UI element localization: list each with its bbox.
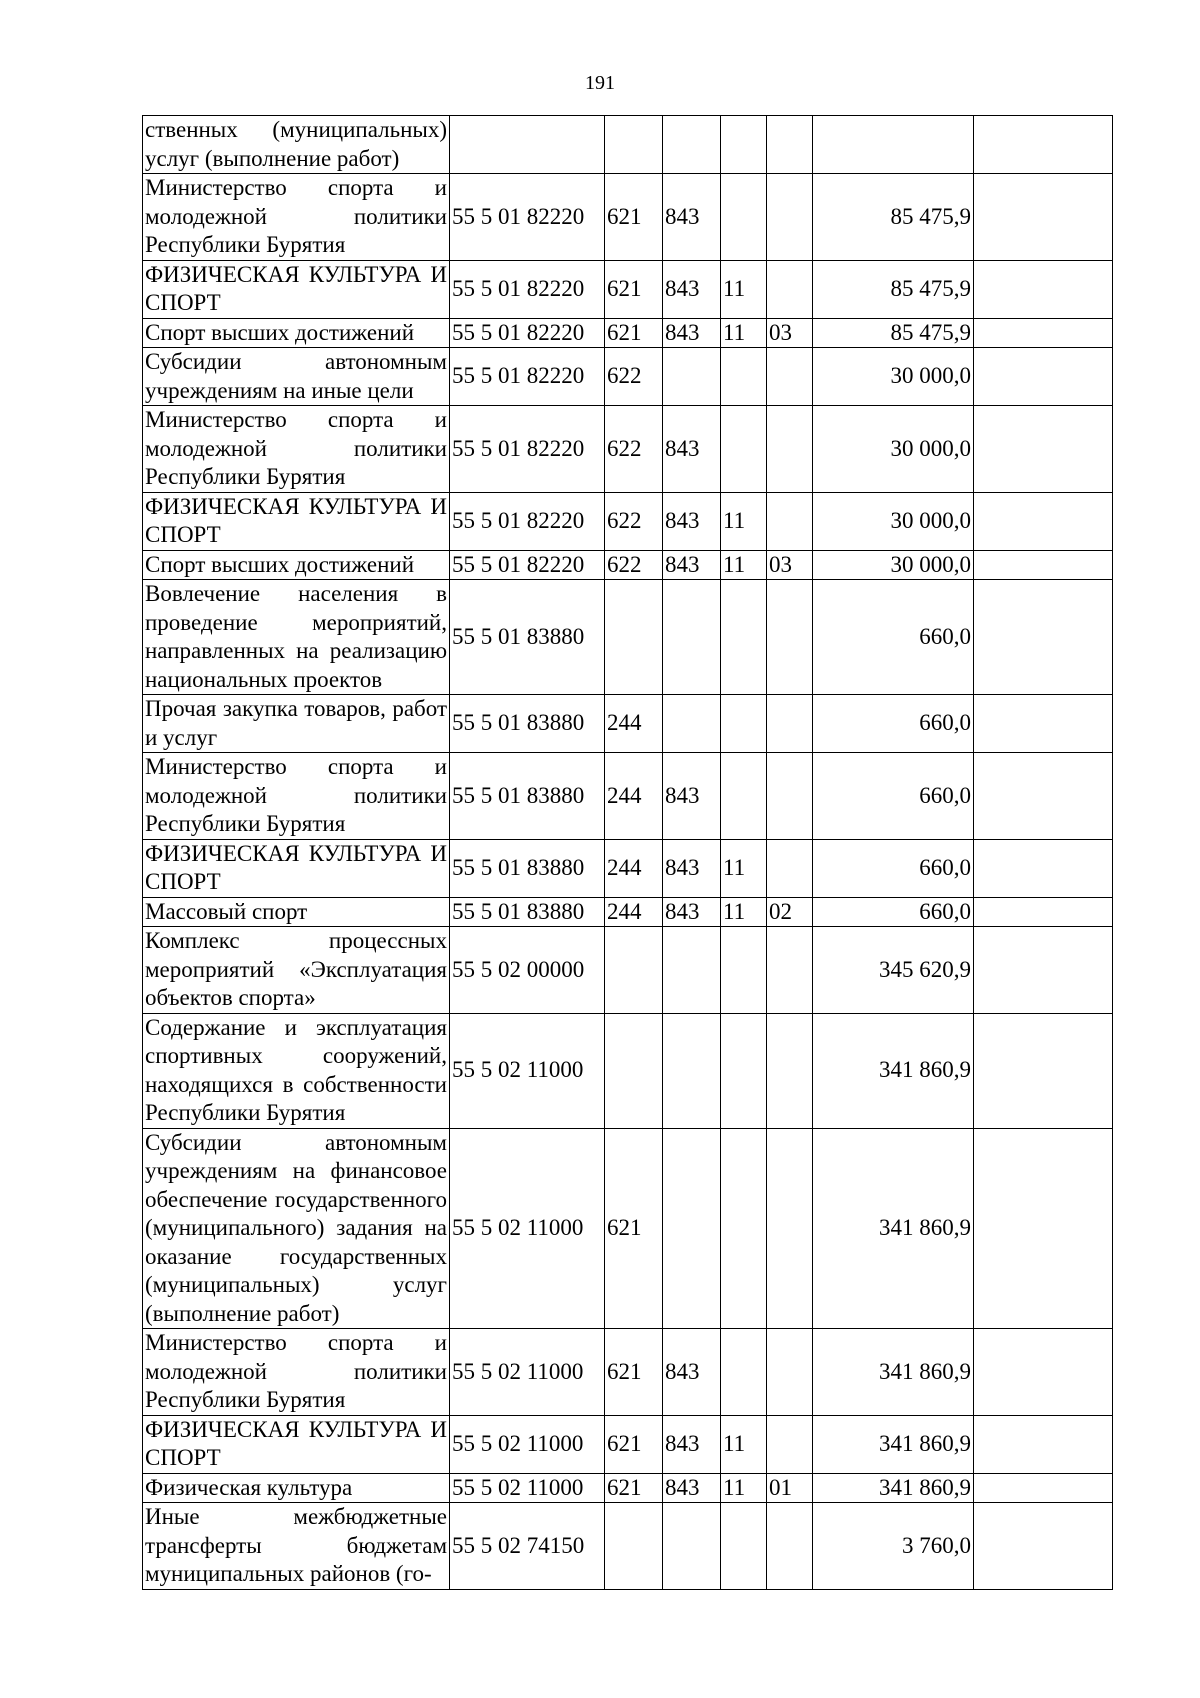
empty-column-cell xyxy=(974,1503,1113,1590)
expense-type-cell: 621 xyxy=(605,1415,663,1473)
ministry-code-cell xyxy=(663,927,721,1014)
row-name-cell: Субсидии автономным учреждениям на финансовое обеспечение государственного (муниципального) задания на оказание государственных (муниципальных) услуг (выполнение работ) xyxy=(143,1128,450,1329)
expense-type-cell: 621 xyxy=(605,1473,663,1503)
empty-column-cell xyxy=(974,1329,1113,1416)
section-code-cell xyxy=(721,348,767,406)
amount-cell: 341 860,9 xyxy=(813,1329,974,1416)
section-code-cell xyxy=(721,116,767,174)
section-code-cell xyxy=(721,1128,767,1329)
empty-column-cell xyxy=(974,1013,1113,1128)
table-row xyxy=(143,580,1113,695)
empty-column-cell xyxy=(974,174,1113,261)
table-row xyxy=(143,116,1113,174)
target-article-code-cell: 55 5 02 11000 xyxy=(450,1473,605,1503)
amount-cell: 341 860,9 xyxy=(813,1128,974,1329)
ministry-code-cell: 843 xyxy=(663,406,721,493)
target-article-code-cell: 55 5 02 11000 xyxy=(450,1013,605,1128)
table-row xyxy=(143,927,1113,1014)
amount-cell: 341 860,9 xyxy=(813,1013,974,1128)
row-name-cell: Министерство спорта и молодежной политики Республики Бурятия xyxy=(143,406,450,493)
expense-type-cell: 622 xyxy=(605,550,663,580)
page-number: 191 xyxy=(585,72,615,94)
row-name-cell: ФИЗИЧЕСКАЯ КУЛЬТУРА И СПОРТ xyxy=(143,1415,450,1473)
row-name-cell: Физическая культура xyxy=(143,1473,450,1503)
section-code-cell: 11 xyxy=(721,550,767,580)
section-code-cell xyxy=(721,927,767,1014)
section-code-cell: 11 xyxy=(721,260,767,318)
amount-cell: 30 000,0 xyxy=(813,348,974,406)
target-article-code-cell xyxy=(450,116,605,174)
budget-table xyxy=(142,115,1113,1590)
ministry-code-cell: 843 xyxy=(663,260,721,318)
ministry-code-cell xyxy=(663,695,721,753)
amount-cell: 660,0 xyxy=(813,580,974,695)
table-row xyxy=(143,1473,1113,1503)
amount-cell: 85 475,9 xyxy=(813,260,974,318)
subsection-code-cell xyxy=(767,1329,813,1416)
empty-column-cell xyxy=(974,406,1113,493)
row-name-cell: ственных (муниципальных) услуг (выполнение работ) xyxy=(143,116,450,174)
subsection-code-cell xyxy=(767,406,813,493)
table-row xyxy=(143,1128,1113,1329)
empty-column-cell xyxy=(974,1415,1113,1473)
row-name-cell: Субсидии автономным учреждениям на иные цели xyxy=(143,348,450,406)
target-article-code-cell: 55 5 01 82220 xyxy=(450,260,605,318)
section-code-cell xyxy=(721,1503,767,1590)
amount-cell: 341 860,9 xyxy=(813,1473,974,1503)
target-article-code-cell: 55 5 02 11000 xyxy=(450,1329,605,1416)
subsection-code-cell: 01 xyxy=(767,1473,813,1503)
empty-column-cell xyxy=(974,348,1113,406)
ministry-code-cell: 843 xyxy=(663,839,721,897)
subsection-code-cell xyxy=(767,695,813,753)
subsection-code-cell: 03 xyxy=(767,318,813,348)
ministry-code-cell xyxy=(663,1013,721,1128)
target-article-code-cell: 55 5 01 82220 xyxy=(450,174,605,261)
target-article-code-cell: 55 5 01 83880 xyxy=(450,839,605,897)
section-code-cell xyxy=(721,1013,767,1128)
ministry-code-cell xyxy=(663,1128,721,1329)
ministry-code-cell: 843 xyxy=(663,174,721,261)
row-name-cell: Министерство спорта и молодежной политики Республики Бурятия xyxy=(143,174,450,261)
subsection-code-cell xyxy=(767,492,813,550)
expense-type-cell: 244 xyxy=(605,695,663,753)
target-article-code-cell: 55 5 01 82220 xyxy=(450,550,605,580)
target-article-code-cell: 55 5 01 82220 xyxy=(450,348,605,406)
subsection-code-cell: 02 xyxy=(767,897,813,927)
target-article-code-cell: 55 5 02 11000 xyxy=(450,1415,605,1473)
row-name-cell: Прочая закупка товаров, работ и услуг xyxy=(143,695,450,753)
target-article-code-cell: 55 5 01 83880 xyxy=(450,753,605,840)
row-name-cell: Вовлечение населения в проведение мероприятий, направленных на реализацию национальных проектов xyxy=(143,580,450,695)
section-code-cell xyxy=(721,1329,767,1416)
target-article-code-cell: 55 5 02 11000 xyxy=(450,1128,605,1329)
ministry-code-cell: 843 xyxy=(663,492,721,550)
section-code-cell xyxy=(721,695,767,753)
subsection-code-cell xyxy=(767,1503,813,1590)
section-code-cell xyxy=(721,580,767,695)
subsection-code-cell xyxy=(767,116,813,174)
row-name-cell: Министерство спорта и молодежной политики Республики Бурятия xyxy=(143,1329,450,1416)
expense-type-cell: 622 xyxy=(605,348,663,406)
amount-cell: 660,0 xyxy=(813,839,974,897)
subsection-code-cell xyxy=(767,174,813,261)
expense-type-cell: 621 xyxy=(605,1128,663,1329)
table-row xyxy=(143,260,1113,318)
ministry-code-cell: 843 xyxy=(663,318,721,348)
target-article-code-cell: 55 5 01 83880 xyxy=(450,695,605,753)
empty-column-cell xyxy=(974,695,1113,753)
amount-cell: 341 860,9 xyxy=(813,1415,974,1473)
amount-cell: 3 760,0 xyxy=(813,1503,974,1590)
amount-cell: 30 000,0 xyxy=(813,550,974,580)
subsection-code-cell xyxy=(767,260,813,318)
subsection-code-cell xyxy=(767,1415,813,1473)
expense-type-cell: 622 xyxy=(605,492,663,550)
empty-column-cell xyxy=(974,492,1113,550)
expense-type-cell: 244 xyxy=(605,839,663,897)
empty-column-cell xyxy=(974,1128,1113,1329)
empty-column-cell xyxy=(974,1473,1113,1503)
empty-column-cell xyxy=(974,550,1113,580)
amount-cell: 85 475,9 xyxy=(813,174,974,261)
row-name-cell: Иные межбюджетные трансферты бюджетам муниципальных районов (го- xyxy=(143,1503,450,1590)
expense-type-cell xyxy=(605,1013,663,1128)
table-row xyxy=(143,550,1113,580)
section-code-cell: 11 xyxy=(721,492,767,550)
subsection-code-cell xyxy=(767,927,813,1014)
empty-column-cell xyxy=(974,116,1113,174)
subsection-code-cell xyxy=(767,580,813,695)
subsection-code-cell xyxy=(767,1128,813,1329)
table-row xyxy=(143,348,1113,406)
target-article-code-cell: 55 5 02 74150 xyxy=(450,1503,605,1590)
table-row xyxy=(143,897,1113,927)
empty-column-cell xyxy=(974,260,1113,318)
row-name-cell: Спорт высших достижений xyxy=(143,550,450,580)
ministry-code-cell: 843 xyxy=(663,1473,721,1503)
row-name-cell: Министерство спорта и молодежной политики Республики Бурятия xyxy=(143,753,450,840)
table-row xyxy=(143,406,1113,493)
amount-cell: 660,0 xyxy=(813,897,974,927)
section-code-cell xyxy=(721,174,767,261)
amount-cell: 85 475,9 xyxy=(813,318,974,348)
empty-column-cell xyxy=(974,318,1113,348)
ministry-code-cell: 843 xyxy=(663,550,721,580)
amount-cell: 30 000,0 xyxy=(813,492,974,550)
row-name-cell: ФИЗИЧЕСКАЯ КУЛЬТУРА И СПОРТ xyxy=(143,839,450,897)
empty-column-cell xyxy=(974,753,1113,840)
ministry-code-cell xyxy=(663,348,721,406)
empty-column-cell xyxy=(974,897,1113,927)
target-article-code-cell: 55 5 01 82220 xyxy=(450,318,605,348)
table-row xyxy=(143,1329,1113,1416)
expense-type-cell xyxy=(605,1503,663,1590)
row-name-cell: Массовый спорт xyxy=(143,897,450,927)
table-row xyxy=(143,492,1113,550)
amount-cell: 660,0 xyxy=(813,695,974,753)
expense-type-cell: 621 xyxy=(605,1329,663,1416)
ministry-code-cell xyxy=(663,1503,721,1590)
expense-type-cell xyxy=(605,580,663,695)
empty-column-cell xyxy=(974,580,1113,695)
ministry-code-cell: 843 xyxy=(663,753,721,840)
empty-column-cell xyxy=(974,839,1113,897)
ministry-code-cell: 843 xyxy=(663,1329,721,1416)
row-name-cell: ФИЗИЧЕСКАЯ КУЛЬТУРА И СПОРТ xyxy=(143,260,450,318)
empty-column-cell xyxy=(974,927,1113,1014)
expense-type-cell: 621 xyxy=(605,174,663,261)
row-name-cell: Спорт высших достижений xyxy=(143,318,450,348)
subsection-code-cell: 03 xyxy=(767,550,813,580)
subsection-code-cell xyxy=(767,1013,813,1128)
amount-cell xyxy=(813,116,974,174)
expense-type-cell: 622 xyxy=(605,406,663,493)
expense-type-cell: 244 xyxy=(605,753,663,840)
table-row xyxy=(143,1415,1113,1473)
section-code-cell: 11 xyxy=(721,1473,767,1503)
ministry-code-cell xyxy=(663,580,721,695)
table-row xyxy=(143,1013,1113,1128)
expense-type-cell: 621 xyxy=(605,318,663,348)
target-article-code-cell: 55 5 01 83880 xyxy=(450,897,605,927)
amount-cell: 660,0 xyxy=(813,753,974,840)
section-code-cell: 11 xyxy=(721,839,767,897)
target-article-code-cell: 55 5 01 82220 xyxy=(450,492,605,550)
table-row xyxy=(143,695,1113,753)
section-code-cell xyxy=(721,753,767,840)
table-row xyxy=(143,839,1113,897)
row-name-cell: ФИЗИЧЕСКАЯ КУЛЬТУРА И СПОРТ xyxy=(143,492,450,550)
target-article-code-cell: 55 5 01 83880 xyxy=(450,580,605,695)
section-code-cell: 11 xyxy=(721,318,767,348)
table-row xyxy=(143,753,1113,840)
target-article-code-cell: 55 5 01 82220 xyxy=(450,406,605,493)
subsection-code-cell xyxy=(767,839,813,897)
table-row xyxy=(143,318,1113,348)
subsection-code-cell xyxy=(767,753,813,840)
expense-type-cell: 621 xyxy=(605,260,663,318)
section-code-cell: 11 xyxy=(721,1415,767,1473)
subsection-code-cell xyxy=(767,348,813,406)
section-code-cell: 11 xyxy=(721,897,767,927)
target-article-code-cell: 55 5 02 00000 xyxy=(450,927,605,1014)
section-code-cell xyxy=(721,406,767,493)
row-name-cell: Содержание и эксплуатация спортивных сооружений, находящихся в собственности Республики Бурятия xyxy=(143,1013,450,1128)
expense-type-cell xyxy=(605,116,663,174)
row-name-cell: Комплекс процессных мероприятий «Эксплуатация объектов спорта» xyxy=(143,927,450,1014)
ministry-code-cell: 843 xyxy=(663,897,721,927)
ministry-code-cell: 843 xyxy=(663,1415,721,1473)
ministry-code-cell xyxy=(663,116,721,174)
table-row xyxy=(143,1503,1113,1590)
table-row xyxy=(143,174,1113,261)
expense-type-cell: 244 xyxy=(605,897,663,927)
expense-type-cell xyxy=(605,927,663,1014)
amount-cell: 345 620,9 xyxy=(813,927,974,1014)
amount-cell: 30 000,0 xyxy=(813,406,974,493)
